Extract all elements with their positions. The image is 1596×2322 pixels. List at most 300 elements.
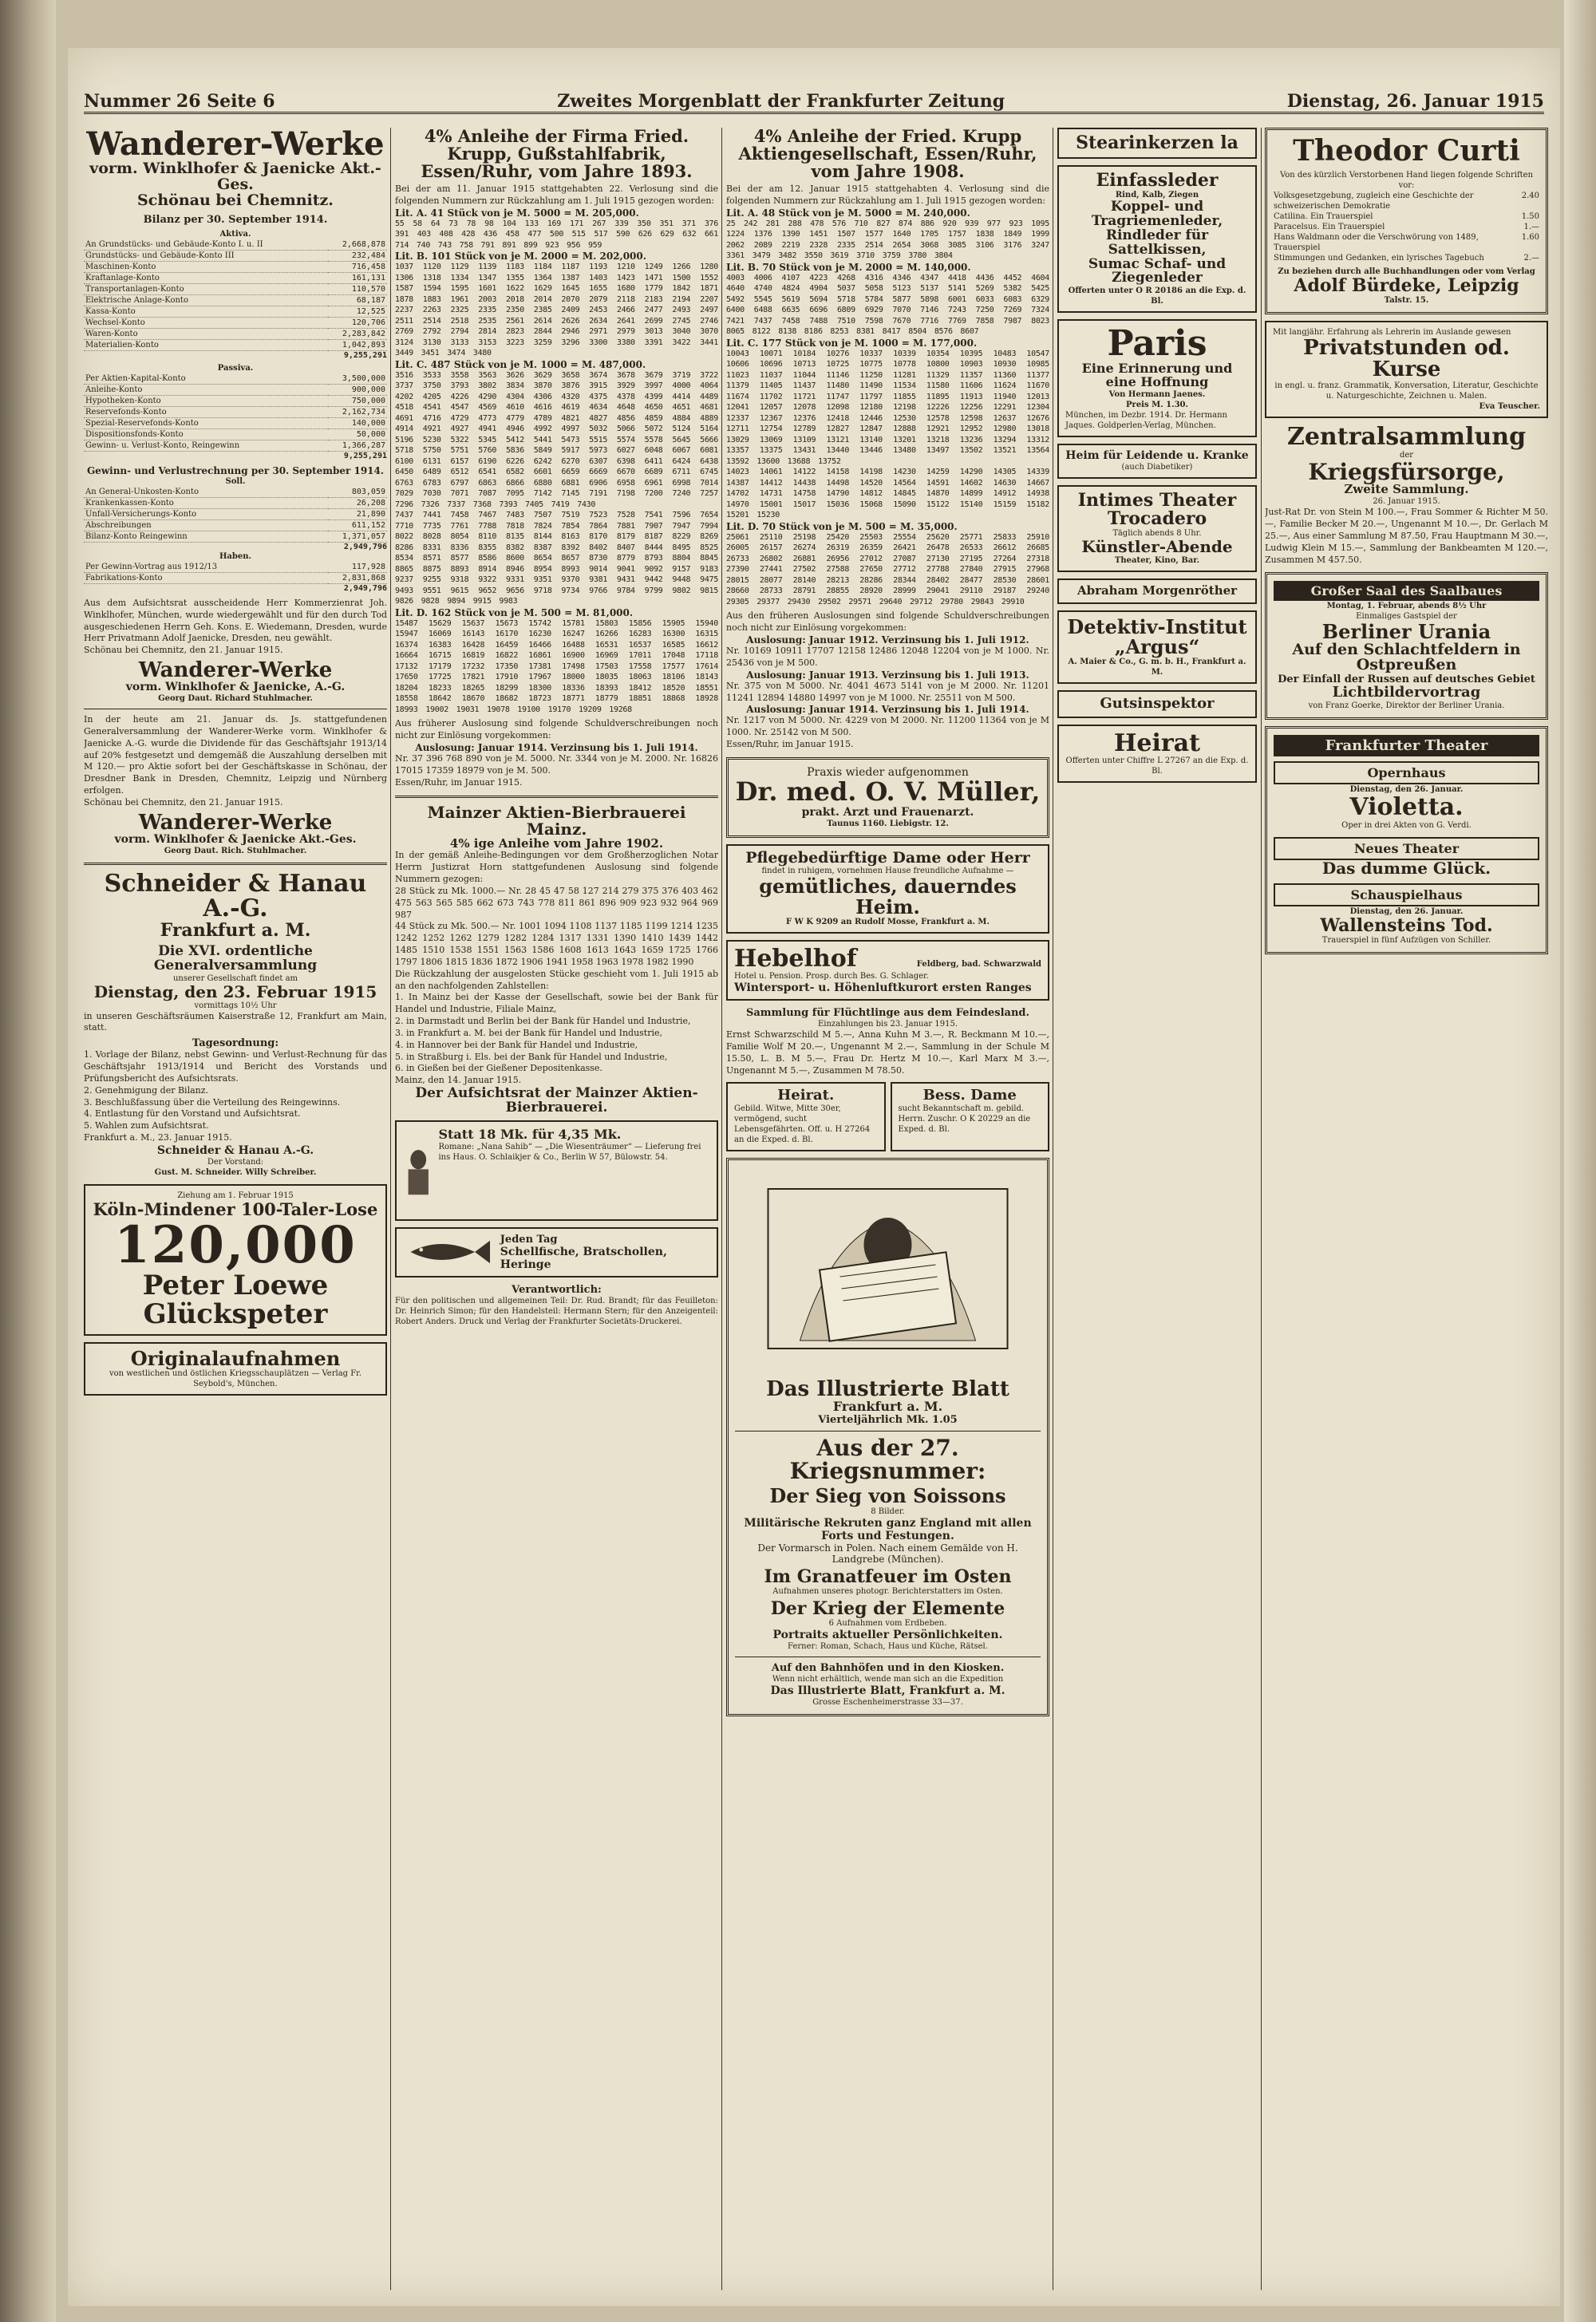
balance-value: 2,831,868	[328, 572, 387, 583]
fish-ad	[395, 1227, 718, 1277]
bess-text: sucht Bekanntschaft m. gebild. Herrn. Zuschr. O K 20229 an die Exped. d. Bl.	[898, 1104, 1031, 1134]
lichtbild-text: Lichtbildervortrag	[1332, 684, 1481, 701]
portraits-text: Portraits aktueller Persönlichkeiten.	[772, 1628, 1003, 1641]
sammlung-sub: Einzahlungen bis 23. Januar 1915.	[817, 1020, 958, 1029]
mainz-place-item: 5. in Straßburg i. Els. bei der Bank für Handel und Industrie,	[395, 1051, 668, 1062]
krupp1-ausl1-nums: Nr. 37 396 768 890 von je M. 5000. Nr. 3344 von je M. 2000. Nr. 16826 17015 17359 18979 von je M. 500.	[395, 753, 718, 776]
lottery-ad	[84, 1184, 387, 1336]
lottery-firm-2: Glückspeter	[143, 1297, 328, 1330]
date-1: Schönau bei Chemnitz, den 21. Januar 1915.	[84, 645, 283, 656]
mainz-date: Mainz, den 14. Januar 1915.	[395, 1075, 522, 1086]
curti-title: Theodor Curti	[1293, 134, 1520, 168]
paris-price: Preis M. 1.30.	[1126, 401, 1188, 410]
mainz-subtitle: 4% ige Anleihe vom Jahre 1902.	[449, 835, 664, 851]
mainz-place-item: 3. in Frankfurt a. M. bei der Bank für Handel und Industrie,	[395, 1027, 663, 1038]
heim-head: Heim für Leidende u. Kranke	[1065, 449, 1249, 463]
pflege-ad	[726, 844, 1049, 934]
krieg-title: Der Krieg der Elemente	[770, 1597, 1005, 1619]
curti-work-price: 1.—	[1523, 222, 1539, 231]
balance-row	[84, 261, 387, 272]
wallenstein-sub: Trauerspiel in fünf Aufzügen von Schiller.	[1321, 935, 1491, 945]
mainz-lot-b: 44 Stück zu Mk. 500.— Nr. 1001 1094 1108 1137 1185 1199 1214 1235 1242 1252 1262 1279 1282 1284 1317 1331 1390 1410 1439 1442 1485 1510 1538 1551 1563 1586 1608 1613 1643 1659 1725 1766 1797 1806 1815 1836 1872 1906 1941 1958 1963 1978 1982 1990	[395, 921, 718, 967]
agenda-item: 4. Entlastung für den Vorstand und Aufsichtsrat.	[84, 1108, 301, 1120]
urania-ad	[1265, 572, 1548, 720]
balance-value: 750,000	[328, 395, 387, 406]
krupp2-date: Essen/Ruhr, im Januar 1915.	[726, 739, 854, 750]
balance-label: Spezial-Reservefonds-Konto	[84, 417, 328, 428]
balance-label: Gewinn- u. Verlust-Konto, Reingewinn	[84, 440, 328, 451]
balance-row	[84, 508, 387, 519]
balance-label: Hypotheken-Konto	[84, 395, 328, 406]
balance-value: 1,042,893	[328, 339, 387, 350]
schneider-date: Frankfurt a. M., 23. Januar 1915.	[84, 1132, 232, 1143]
oper-date: Dienstag, den 26. Januar.	[1349, 785, 1464, 795]
balance-row	[84, 373, 387, 385]
header-date: Dienstag, 26. Januar 1915	[1286, 91, 1544, 112]
mainz-place-item: 1. In Mainz bei der Kasse der Gesellschaft, sowie bei der Bank für Handel und Industrie, Filiale Mainz,	[395, 992, 718, 1015]
passiva-table	[84, 373, 387, 452]
haben-heading: Haben.	[219, 551, 252, 561]
newspaper-reader-illustration	[735, 1173, 1041, 1372]
sieg-sub: 8 Bilder.	[871, 1507, 905, 1516]
saalbau-head: Großer Saal des Saalbaues	[1274, 581, 1539, 601]
balance-row	[84, 339, 387, 350]
balance-label: Reservefonds-Konto	[84, 406, 328, 417]
balance-row	[84, 519, 387, 531]
balance-row	[84, 395, 387, 406]
balance-label: Krankenkassen-Konto	[84, 497, 328, 508]
privat-ad	[1265, 321, 1548, 419]
illustrated-ad	[726, 1158, 1049, 1716]
balance-label: Materialien-Konto	[84, 339, 328, 350]
books-ad	[395, 1120, 718, 1221]
bahnhof-sub: Wenn nicht erhältlich, wende man sich an die Expedition	[772, 1674, 1004, 1684]
vormarsch-text: Der Vormarsch in Polen. Nach einem Gemälde von H. Landgrebe (München).	[757, 1542, 1018, 1565]
mainz-places-list	[395, 992, 718, 1075]
stearin-ad	[1057, 128, 1257, 159]
krupp2-lit-d: Lit. D. 70 Stück von je M. 500 = M. 35,000.	[726, 520, 958, 532]
balance-row	[84, 562, 387, 573]
balance-row	[84, 317, 387, 328]
column-rule	[1261, 128, 1262, 2290]
curti-work-title: Stimmungen und Gedanken, ein lyrisches Tagebuch	[1274, 253, 1484, 263]
lottery-title: Köln-Mindener 100-Taler-Lose	[93, 1199, 378, 1219]
books-head: Statt 18 Mk. für 4,35 Mk.	[438, 1126, 622, 1142]
tagesordnung-heading: Tagesordnung:	[192, 1037, 279, 1050]
wanderer-subtitle: vorm. Winklhofer & Jaenicke Akt.-Ges.	[89, 160, 381, 193]
detektiv-title: Detektiv-Institut „Argus“	[1067, 614, 1247, 658]
krupp1-lit-a: Lit. A. 41 Stück von je M. 5000 = M. 205,000.	[395, 207, 639, 219]
balance-value: 120,706	[328, 317, 387, 328]
fish-icon	[403, 1234, 494, 1270]
curti-publisher: Adolf Bürdeke, Leipzig	[1294, 274, 1519, 296]
balance-label: Unfall-Versicherungs-Konto	[84, 508, 328, 519]
illus-price: Vierteljährlich Mk. 1.05	[818, 1413, 958, 1426]
mainz-place-item: 4. in Hannover bei der Bank für Handel und Industrie,	[395, 1039, 638, 1050]
passiva-heading: Passiva.	[217, 363, 254, 373]
originals-title: Originalaufnahmen	[130, 1346, 341, 1370]
krupp2-lit-b: Lit. B. 70 Stück von je M. 2000 = M. 140,000.	[726, 261, 971, 273]
balance-row	[84, 531, 387, 542]
balance-value: 2,162,734	[328, 406, 387, 417]
balance-value: 140,000	[328, 417, 387, 428]
haben-total: 2,949,796	[343, 583, 387, 593]
agenda-item: 2. Genehmigung der Bilanz.	[84, 1084, 209, 1096]
curti-work-price: 1.60	[1521, 232, 1539, 242]
aktiva-table	[84, 239, 387, 351]
pflege-addr: F W K 9209 an Rudolf Mosse, Frankfurt a. M.	[786, 917, 990, 926]
portrait-illustration	[403, 1127, 433, 1214]
praxis-ad	[726, 757, 1049, 838]
zentral-der: der	[1399, 450, 1414, 460]
hebelhof-tag: Wintersport- u. Höhenluftkurort ersten Ranges	[734, 981, 1032, 995]
bahnhof-text: Auf den Bahnhöfen und in den Kiosken.	[771, 1661, 1005, 1674]
balance-value: 2,668,878	[328, 239, 387, 251]
detektiv-addr: A. Maier & Co., G. m. b. H., Frankfurt a. M.	[1068, 658, 1246, 677]
balance-label: An Grundstücks- und Gebäude-Konto I. u. II	[84, 239, 328, 251]
rindleder-text: Rindleder für Sattelkissen,	[1105, 227, 1209, 258]
balance-row	[84, 328, 387, 339]
einfass-head: Einfassleder	[1096, 170, 1219, 192]
gv-place: in unseren Geschäftsräumen Kaiserstraße 12, Frankfurt am Main, statt.	[84, 1010, 387, 1033]
curti-work-item	[1274, 232, 1539, 253]
paris-ad	[1057, 319, 1257, 437]
pflege-big: gemütliches, dauerndes Heim.	[759, 875, 1017, 918]
pflege-head: Pflegebedürftige Dame oder Herr	[745, 848, 1030, 867]
column-rule	[390, 128, 391, 2290]
lottery-sub: Ziehung am 1. Februar 1915	[177, 1191, 294, 1200]
praxis-head: Praxis wieder aufgenommen	[807, 765, 969, 779]
soll-table	[84, 487, 387, 543]
passiva-total: 9,255,291	[343, 451, 387, 460]
balance-value: 611,152	[328, 519, 387, 531]
granat-sub: Aufnahmen unseres photogr. Berichterstatters im Osten.	[772, 1586, 1003, 1596]
ferner-text: Ferner: Roman, Schach, Haus und Küche, Rätsel.	[788, 1641, 988, 1651]
krupp2-nums-d: 25061 25110 25198 25420 25503 25554 25620 25771 25833 25910 26005 26157 26274 26319 26359 26421 26478 26533 26612 26685 26733 26802 26881 26956 27012 27087 27130 27195 27264 27318 27390 27441 27502 27588 27650 27712 27788 27840 27915 27968 28015 28077 28140 28213 28286 28344 28402 28477 28530 28601 28660 28733 28791 28855 28920 28999 29041 29110 29187 29240 29305 29377 29430 29502 29571 29640 29712 29780 29843 29910	[726, 532, 1049, 606]
paris-author: Von Hermann Jaenes.	[1108, 390, 1206, 400]
balance-label: Elektrische Anlage-Konto	[84, 294, 328, 306]
gv-intro: unserer Gesellschaft findet am	[172, 973, 298, 983]
hebelhof-title: Hebelhof	[734, 944, 857, 973]
balance-row	[84, 440, 387, 451]
krupp2-title: 4% Anleihe der Fried. Krupp Aktiengesellschaft, Essen/Ruhr, vom Jahre 1908.	[738, 128, 1037, 182]
balance-label: Waren-Konto	[84, 328, 328, 339]
balance-label: Fabrikations-Konto	[84, 572, 328, 583]
curti-work-item	[1274, 253, 1539, 263]
schneider-sign: Schneider & Hanau A.-G.	[156, 1143, 314, 1157]
small-ads-row	[726, 1082, 1049, 1158]
bilanz-title: Bilanz per 30. September 1914.	[143, 213, 328, 226]
curti-intro: Von des kürzlich Verstorbenen Hand liegen folgende Schriften vor:	[1279, 170, 1534, 190]
curti-works-list	[1274, 191, 1539, 263]
krupp1-title: 4% Anleihe der Firma Fried. Krupp, Gußstahlfabrik, Essen/Ruhr, vom Jahre 1893.	[421, 128, 693, 182]
column-1	[84, 128, 387, 2290]
krieg-sub: 6 Aufnahmen vom Erdbeben.	[828, 1618, 947, 1628]
neues-play: Das dumme Glück.	[1321, 858, 1491, 878]
wanderer-subtitle-2: vorm. Winklhofer & Jaenicke, A.-G.	[125, 681, 346, 694]
balance-value: 161,131	[328, 272, 387, 283]
wallenstein-title: Wallensteins Tod.	[1320, 914, 1493, 936]
koppel-text: Koppel- und Tragriemenleder,	[1091, 199, 1223, 230]
balance-value: 716,458	[328, 261, 387, 272]
bess-head: Bess. Dame	[922, 1086, 1017, 1104]
balance-label: Anleihe-Konto	[84, 384, 328, 395]
curti-work-item	[1274, 222, 1539, 232]
krupp1-ausl1: Auslosung: Januar 1914. Verzinsung bis 1. Juli 1914.	[415, 742, 698, 754]
verlag-name: Das Illustrierte Blatt, Frankfurt a. M.	[770, 1684, 1005, 1697]
mainz-lot-a: 28 Stück zu Mk. 1000.— Nr. 28 45 47 58 127 214 279 375 376 403 462 475 563 565 585 662 673 743 778 811 861 896 909 923 932 964 969 987	[395, 885, 718, 920]
balance-label: Maschinen-Konto	[84, 261, 328, 272]
praxis-sub: prakt. Arzt und Frauenarzt.	[801, 805, 974, 819]
opernhaus-head: Opernhaus	[1274, 761, 1539, 784]
balance-row	[84, 294, 387, 306]
vorstand-names: Gust. M. Schneider. Willy Schreiber.	[154, 1167, 317, 1177]
krupp2-nums-b: 4003 4006 4107 4223 4268 4316 4346 4347 4418 4436 4452 4604 4640 4740 4824 4904 5037 5058 5123 5137 5141 5269 5382 5425 5492 5545 5619 5694 5718 5784 5877 5898 6001 6033 6083 6329 6400 6488 6635 6696 6809 6929 7070 7146 7243 7250 7269 7324 7421 7437 7458 7488 7510 7598 7670 7716 7769 7858 7987 8023 8065 8122 8138 8186 8253 8381 8417 8504 8576 8607	[726, 273, 1049, 337]
illus-title: Das Illustrierte Blatt	[766, 1376, 1009, 1401]
balance-row	[84, 572, 387, 583]
balance-value: 900,000	[328, 384, 387, 395]
gv-time: vormittags 10½ Uhr	[194, 1001, 277, 1010]
curti-work-price: 1.50	[1521, 211, 1539, 221]
krupp1-date: Essen/Ruhr, im Januar 1915.	[395, 776, 523, 788]
originals-text: von westlichen und östlichen Kriegsschauplätzen — Verlag Fr. Seybold's, München.	[109, 1368, 362, 1388]
balance-label: Grundstücks- und Gebäude-Konto III	[84, 250, 328, 261]
krupp2-ausl3: Auslosung: Januar 1914. Verzinsung bis 1. Juli 1914.	[746, 704, 1029, 716]
privat-text: in engl. u. franz. Grammatik, Konversation, Literatur, Geschichte u. Naturgeschichte, Zeichnen u. Malen.	[1274, 381, 1539, 401]
einfass-ad	[1057, 165, 1257, 313]
urania-gast: Einmaliges Gastspiel der	[1356, 612, 1457, 622]
mainz-place-item: 6. in Gießen bei der Gießener Depositenkasse.	[395, 1063, 602, 1074]
privat-head: Privatstunden od. Kurse	[1303, 335, 1510, 382]
balance-row	[84, 272, 387, 283]
verlag-addr: Grosse Eschenheimerstrasse 33—37.	[812, 1697, 963, 1707]
fish-head: Jeden Tag	[500, 1233, 558, 1246]
krupp2-nums-c-cont: 14023 14061 14122 14158 14198 14230 14259 14290 14305 14339 14387 14412 14438 14498 14520 14564 14591 14602 14630 14667 14702 14731 14758 14790 14812 14845 14870 14899 14912 14938 14970 15001 15017 15036 15068 15090 15122 15140 15159 15182 15201 15230	[726, 468, 1049, 520]
curti-work-item	[1274, 211, 1539, 222]
wanderer-title: Wanderer-Werke	[86, 128, 385, 163]
agenda-item: 3. Beschlußfassung über die Verteilung des Reingewinns.	[84, 1096, 341, 1108]
zentral-date: 26. Januar 1915.	[1373, 497, 1440, 507]
balance-value: 110,570	[328, 283, 387, 294]
kuenstler-sub: Theater, Kino, Bar.	[1114, 555, 1200, 565]
page-edge	[1564, 0, 1596, 2322]
agenda-item: 5. Wahlen zum Aufsichtsrat.	[84, 1120, 209, 1131]
kriegsfuersorge-title: Kriegsfürsorge,	[1308, 458, 1505, 485]
heirat2-title: Heirat	[1114, 729, 1200, 757]
balance-value: 3,500,000	[328, 373, 387, 385]
hebelhof-sub: Hotel u. Pension. Prosp. durch Bes. G. Schlager.	[734, 972, 929, 981]
fish-text: Schellfische, Bratschollen, Heringe	[500, 1245, 667, 1271]
heirat2-text: Offerten unter Chiffre L 27267 an die Exp. d. Bl.	[1065, 756, 1249, 776]
einfass-sub: Rind, Kalb, Ziegen	[1115, 191, 1199, 200]
column-4	[1057, 128, 1257, 2290]
krupp2-lit-c: Lit. C. 177 Stück von je M. 1000 = M. 177,000.	[726, 337, 978, 349]
balance-value: 21,890	[328, 508, 387, 519]
column-rule	[721, 128, 722, 2290]
bess-ad	[891, 1082, 1050, 1151]
violetta-sub: Oper in drei Akten von G. Verdi.	[1341, 820, 1472, 830]
krupp2-frueher: Aus den früheren Auslosungen sind folgende Schuldverschreibungen noch nicht zur Einlösung vorgekommen:	[726, 610, 1049, 634]
balance-label: Kassa-Konto	[84, 306, 328, 317]
krupp2-ausl2: Auslosung: Januar 1913. Verzinsung bis 1. Juli 1913.	[746, 669, 1029, 681]
lottery-prize: 120,000	[114, 1215, 357, 1276]
heirat-ad	[726, 1082, 886, 1151]
zentral-text: Just-Rat Dr. von Stein M 100.—, Frau Sommer & Richter M 50.—, Familie Becker M 20.—, Ungenannt M 10.—, Dr. Gerlach M 25.—, Aus einer Sammlung M 87.50, Frau Hauptmann M 30.—, Ludwig Klein M 15.—, Sammlung der Bankbeamten M 120.—, Zusammen M 457.50.	[1265, 507, 1548, 565]
urania-title: Berliner Urania	[1321, 620, 1491, 644]
urania-date: Montag, 1. Februar, abends 8½ Uhr	[1326, 602, 1487, 611]
sieg-title: Der Sieg von Soissons	[769, 1484, 1006, 1508]
vorstand-label: Der Vorstand:	[207, 1157, 264, 1167]
curti-work-item	[1274, 191, 1539, 211]
balance-label: Wechsel-Konto	[84, 317, 328, 328]
curti-via: Zu beziehen durch alle Buchhandlungen oder vom Verlag	[1278, 267, 1535, 276]
signers-2: Georg Daut. Rich. Stuhlmacher.	[164, 846, 307, 855]
verantwortlich-heading: Verantwortlich:	[512, 1283, 602, 1296]
haben-table	[84, 562, 387, 584]
krupp1-nums-d: 15487 15629 15637 15673 15742 15781 15803 15856 15905 15940 15947 16069 16143 16170 16230 16247 16266 16283 16300 16315 16374 16383 16428 16459 16466 16488 16531 16537 16585 16612 16664 16715 16819 16822 16861 16900 16969 17011 17048 17118 17132 17179 17232 17350 17381 17498 17503 17558 17577 17614 17650 17725 17821 17910 17967 18000 18035 18063 18106 18143 18204 18233 18265 18299 18300 18336 18393 18412 18520 18551 18558 18642 18670 18682 18723 18771 18779 18851 18868 18928 18993 19002 19031 19078 19100 19170 19209 19268	[395, 618, 718, 714]
krupp1-nums-c-cont: 7437 7441 7458 7467 7483 7507 7519 7523 7528 7541 7596 7654 7710 7735 7761 7788 7818 7824 7854 7864 7881 7907 7947 7994 8022 8028 8054 8110 8135 8144 8163 8170 8179 8187 8229 8269 8286 8331 8336 8355 8382 8387 8392 8402 8407 8444 8495 8525 8534 8571 8577 8586 8600 8654 8657 8730 8779 8793 8804 8845 8865 8875 8893 8914 8946 8954 8993 9014 9041 9092 9157 9183 9237 9255 9318 9322 9331 9351 9370 9381 9431 9442 9448 9475 9493 9551 9615 9652 9656 9718 9734 9766 9784 9799 9802 9815 9826 9828 9894 9915 9983	[395, 511, 718, 606]
curti-work-price: 2.—	[1523, 253, 1539, 263]
balance-row	[84, 487, 387, 498]
heirat-head: Heirat.	[777, 1086, 835, 1104]
balance-label: Per Gewinn-Vortrag aus 1912/13	[84, 562, 328, 573]
gv-title: Die XVI. ordentliche Generalversammlung	[153, 942, 318, 973]
krupp2-ausl1-nums: Nr. 10169 10911 17707 12158 12486 12048 12204 von je M 1000. Nr. 25436 von je M 500.	[726, 646, 1049, 668]
illustration	[735, 1173, 1041, 1372]
krupp1-lit-b: Lit. B. 101 Stück von je M. 2000 = M. 202,000.	[395, 251, 646, 263]
balance-label: Per Aktien-Kapital-Konto	[84, 373, 328, 385]
balance-label: Transportanlagen-Konto	[84, 283, 328, 294]
hebelhof-place: Feldberg, bad. Schwarzwald	[916, 959, 1041, 969]
schneider-place: Frankfurt a. M.	[160, 919, 311, 941]
balance-label: Bilanz-Konto Reingewinn	[84, 531, 328, 542]
krupp2-intro: Bei der am 12. Januar 1915 stattgehabten 4. Verlosung sind die folgenden Nummern zur Rückzahlung am 1. Juli 1915 gezogen worden:	[726, 184, 1049, 206]
schau-date: Dienstag, den 26. Januar.	[1349, 906, 1464, 916]
mainz-pay: Die Rückzahlung der ausgelosten Stücke geschieht vom 1. Juli 1915 ab an den nachfolgenden Zahlstellen:	[395, 968, 718, 991]
gutsinspektor-title: Gutsinspektor	[1100, 695, 1215, 713]
aktiva-total: 9,255,291	[343, 350, 387, 360]
curti-work-title: Hans Waldmann oder die Verschwörung von 1489, Trauerspiel	[1274, 232, 1479, 252]
neues-head: Neues Theater	[1274, 837, 1539, 860]
einfass-offer: Offerten unter O R 20186 an die Exp. d. Bl.	[1068, 286, 1246, 306]
curti-work-title: Paracelsus. Ein Trauerspiel	[1274, 222, 1385, 231]
krupp1-lit-d: Lit. D. 162 Stück von je M. 500 = M. 81,000.	[395, 606, 634, 618]
header-masthead: Zweites Morgenblatt der Frankfurter Zeitung	[557, 91, 1005, 112]
gutsinspektor-ad	[1057, 690, 1257, 718]
krupp2-nums-c: 10043 10071 10184 10276 10337 10339 10354 10395 10483 10547 10606 10696 10713 10725 10775 10778 10800 10903 10930 10985 11023 11037 11044 11146 11250 11281 11329 11357 11360 11377 11379 11405 11437 11480 11490 11534 11580 11606 11624 11670 11674 11702 11721 11747 11797 11855 11895 11913 11940 12013 12041 12057 12078 12098 12180 12198 12226 12256 12291 12304 12337 12367 12376 12418 12446 12530 12578 12598 12637 12676 12711 12754 12789 12827 12847 12888 12921 12952 12980 13018 13029 13069 13109 13121 13140 13201 13218 13236 13294 13312 13357 13375 13431 13440 13446 13480 13497 13502 13521 13564 13592 13600 13688 13752	[726, 349, 1049, 466]
morgenroether-ad	[1057, 579, 1257, 604]
kuenstler-title: Künstler-Abende	[1081, 536, 1233, 556]
stearin-title: Stearinkerzen la	[1076, 132, 1238, 153]
krupp2-ausl2-nums: Nr. 375 von M 5000. Nr. 4041 4673 5141 von je M 2000. Nr. 11201 11241 12894 14880 14997 von je M 1000. Nr. 25511 von M 500.	[726, 680, 1049, 703]
originals-ad	[84, 1342, 387, 1396]
balance-label: An General-Unkosten-Konto	[84, 487, 328, 498]
wanderer-title-3: Wanderer-Werke	[138, 810, 333, 835]
sumac-text: Sumac Schaf- und Ziegenleder	[1088, 255, 1227, 286]
paris-pub: München, im Dezbr. 1914. Dr. Hermann Jaques. Goldperlen-Verlag, München.	[1065, 411, 1227, 431]
zentral-head: Zentralsammlung	[1286, 423, 1527, 452]
balance-row	[84, 306, 387, 317]
militaer-text: Militärische Rekruten ganz England mit allen Forts und Festungen.	[744, 1516, 1032, 1542]
curti-addr: Talstr. 15.	[1384, 295, 1429, 305]
privat-name: Eva Teuscher.	[1479, 402, 1540, 412]
lehrerin-text: Mit langjähr. Erfahrung als Lehrerin im Auslande gewesen	[1273, 327, 1511, 337]
ft-head: Frankfurter Theater	[1274, 735, 1539, 756]
balance-label: Kraftanlage-Konto	[84, 272, 328, 283]
lottery-firm: Peter Loewe	[142, 1270, 329, 1302]
krupp2-lit-a: Lit. A. 48 Stück von je M. 5000 = M. 240,000.	[726, 207, 970, 219]
aktiva-heading: Aktiva.	[219, 229, 251, 239]
curti-work-title: Volksgesetzgebung, zugleich eine Geschichte der schweizerischen Demokratie	[1274, 191, 1474, 211]
aus-head: Aus der 27. Kriegsnummer:	[789, 1434, 986, 1485]
paris-title: Paris	[1107, 323, 1207, 365]
curti-work-price: 2.40	[1521, 191, 1539, 200]
mainz-title: Mainzer Aktien-Bierbrauerei Mainz.	[427, 802, 686, 839]
column-5	[1265, 128, 1548, 2290]
verantwortlich-text: Für den politischen und allgemeinen Teil: Dr. Rud. Brandt; für das Feuilleton: Dr. Heinrich Simon; für den Handelsteil: Hermann Stern; für den Anzeigenteil: Robert Anders. Druck und Verlag der Frankfurter Societäts-Druckerei.	[395, 1296, 718, 1326]
curti-ad	[1265, 128, 1548, 314]
krupp2-nums-a: 25 242 281 288 478 576 710 827 874 886 920 939 977 923 1095 1224 1376 1390 1451 1507 1577 1640 1705 1757 1838 1849 1999 2062 2089 2219 2328 2335 2514 2654 3068 3085 3106 3176 3247 3361 3479 3482 3550 3619 3710 3759 3780 3804	[726, 219, 1049, 261]
agenda-list	[84, 1049, 387, 1132]
balance-value: 12,525	[328, 306, 387, 317]
einfall-text: Der Einfall der Russen auf deutsches Gebiet	[1278, 673, 1535, 686]
balance-value: 50,000	[328, 428, 387, 440]
zweite-sammlung: Zweite Sammlung.	[1344, 482, 1469, 497]
column-3	[726, 128, 1049, 2290]
balance-value: 117,928	[328, 562, 387, 573]
heirat-text: Gebild. Witwe, Mitte 30er, vermögend, sucht Lebensgefährten. Off. u. H 27264 an die Exped. d. Bl.	[734, 1104, 871, 1144]
heirat2-ad	[1057, 725, 1257, 784]
balance-value: 68,187	[328, 294, 387, 306]
pflege-text: findet in ruhigem, vornehmen Hause freundliche Aufnahme —	[761, 867, 1014, 876]
balance-row	[84, 239, 387, 251]
balance-row	[84, 384, 387, 395]
mainz-place-item: 2. in Darmstadt und Berlin bei der Bank für Handel und Industrie,	[395, 1016, 691, 1027]
curti-work-title: Catilina. Ein Trauerspiel	[1274, 211, 1373, 221]
illus-sub: Frankfurt a. M.	[832, 1398, 943, 1414]
praxis-name: Dr. med. O. V. Müller,	[735, 776, 1041, 807]
balance-row	[84, 497, 387, 508]
trocadero-ad	[1057, 485, 1257, 572]
balance-label: Abschreibungen	[84, 519, 328, 531]
soll-heading: Soll.	[225, 476, 246, 486]
krupp1-nums-c: 3516 3533 3558 3563 3626 3629 3658 3674 3678 3679 3719 3722 3737 3750 3793 3802 3834 3870 3876 3915 3929 3997 4000 4064 4202 4205 4226 4290 4304 4306 4320 4375 4378 4399 4414 4489 4518 4541 4547 4569 4610 4616 4619 4634 4648 4650 4651 4681 4691 4716 4729 4773 4779 4789 4821 4827 4856 4859 4884 4889 4914 4921 4927 4941 4946 4992 4997 5032 5066 5072 5124 5164 5196 5230 5322 5345 5412 5441 5473 5515 5574 5578 5645 5666 5718 5750 5751 5760 5836 5849 5917 5973 6027 6048 6067 6081 6100 6131 6157 6190 6226 6242 6270 6307 6398 6411 6424 6438 6450 6489 6512 6541 6582 6601 6659 6669 6670 6689 6711 6745 6763 6783 6797 6863 6866 6880 6881 6906 6958 6961 6998 7014 7029 7030 7071 7087 7095 7142 7145 7191 7198 7200 7240 7257 7296 7326 7337 7368 7393 7405 7419 7430	[395, 370, 718, 509]
balance-row	[84, 283, 387, 294]
mainz-text: In der gemäß Anleihe-Bedingungen vor dem Großherzoglichen Notar Herrn Justizrat Horn stattgefundenen Auslosung sind folgende Nummern gezogen:	[395, 850, 718, 884]
krupp1-nums-b: 1037 1120 1129 1139 1183 1184 1187 1193 1210 1249 1266 1280 1306 1318 1334 1347 1355 1364 1387 1403 1423 1471 1500 1552 1587 1594 1595 1601 1622 1629 1645 1655 1680 1779 1842 1871 1878 1883 1961 2003 2018 2014 2070 2079 2118 2183 2194 2207 2237 2263 2325 2335 2350 2385 2409 2453 2466 2477 2493 2497 2511 2514 2518 2535 2561 2614 2626 2634 2641 2699 2745 2746 2769 2792 2794 2814 2823 2844 2946 2971 2979 3013 3040 3070 3124 3130 3133 3153 3223 3259 3296 3300 3380 3391 3422 3441 3449 3451 3474 3480	[395, 263, 718, 358]
balance-value: 803,059	[328, 487, 387, 498]
signers-1: Georg Daut. Richard Stuhlmacher.	[158, 694, 313, 704]
balance-value: 2,283,842	[328, 328, 387, 339]
krupp1-intro: Bei der am 11. Januar 1915 stattgehabten 22. Verlosung sind die folgenden Nummern zur Rückzahlung am 1. Juli 1915 gezogen worden:	[395, 184, 718, 206]
aufsichtsrat-text: Aus dem Aufsichtsrat ausscheidende Herr Kommerzienrat Joh. Winklhofer, München, wurde wiedergewählt und für den durch Tod ausgeschiedenen Herrn Geh. Kons. E. Wiedemann, Dresden, wurde Herr Privatmann Adolf Jaenicke, Dresden, neu gewählt.	[84, 597, 387, 644]
heim-sub: (auch Diabetiker)	[1121, 462, 1193, 472]
hebelhof-ad	[726, 940, 1049, 1001]
balance-value: 1,371,057	[328, 531, 387, 542]
books-text: Romane: „Nana Sahib“ — „Die Wiesenträumer“ — Lieferung frei ins Haus. O. Schlaikjer & Co., Berlin W 57, Bülowstr. 54.	[438, 1142, 701, 1162]
balance-value: 26,208	[328, 497, 387, 508]
praxis-addr: Taunus 1160. Liebigstr. 12.	[827, 819, 949, 828]
balance-value: 232,484	[328, 250, 387, 261]
newspaper-page	[68, 48, 1560, 2306]
page-header	[84, 83, 1544, 114]
wanderer-title-2: Wanderer-Werke	[138, 658, 333, 683]
wanderer-subtitle-3: vorm. Winklhofer & Jaenicke Akt.-Ges.	[114, 833, 357, 847]
balance-row	[84, 250, 387, 261]
sammlung-head: Sammlung für Flüchtlinge aus dem Feindesland.	[745, 1007, 1030, 1020]
dividend-text: In der heute am 21. Januar ds. Js. stattgefundenen Generalversammlung der Wanderer-Werke vorm. Winklhofer & Jaenicke A.-G. wurde die Dividende für das Geschäftsjahr 1913/14 auf 20% festgesetzt und demgemäß die Auszahlung derselben mit M 120.— pro Aktie sofort bei der Geschäftskasse in Schönau, der Dresdner Bank in Dresden, Chemnitz, Leipzig und Nürnberg erfolgen.	[84, 714, 387, 796]
gv-date: Dienstag, den 23. Februar 1915	[93, 981, 377, 1001]
